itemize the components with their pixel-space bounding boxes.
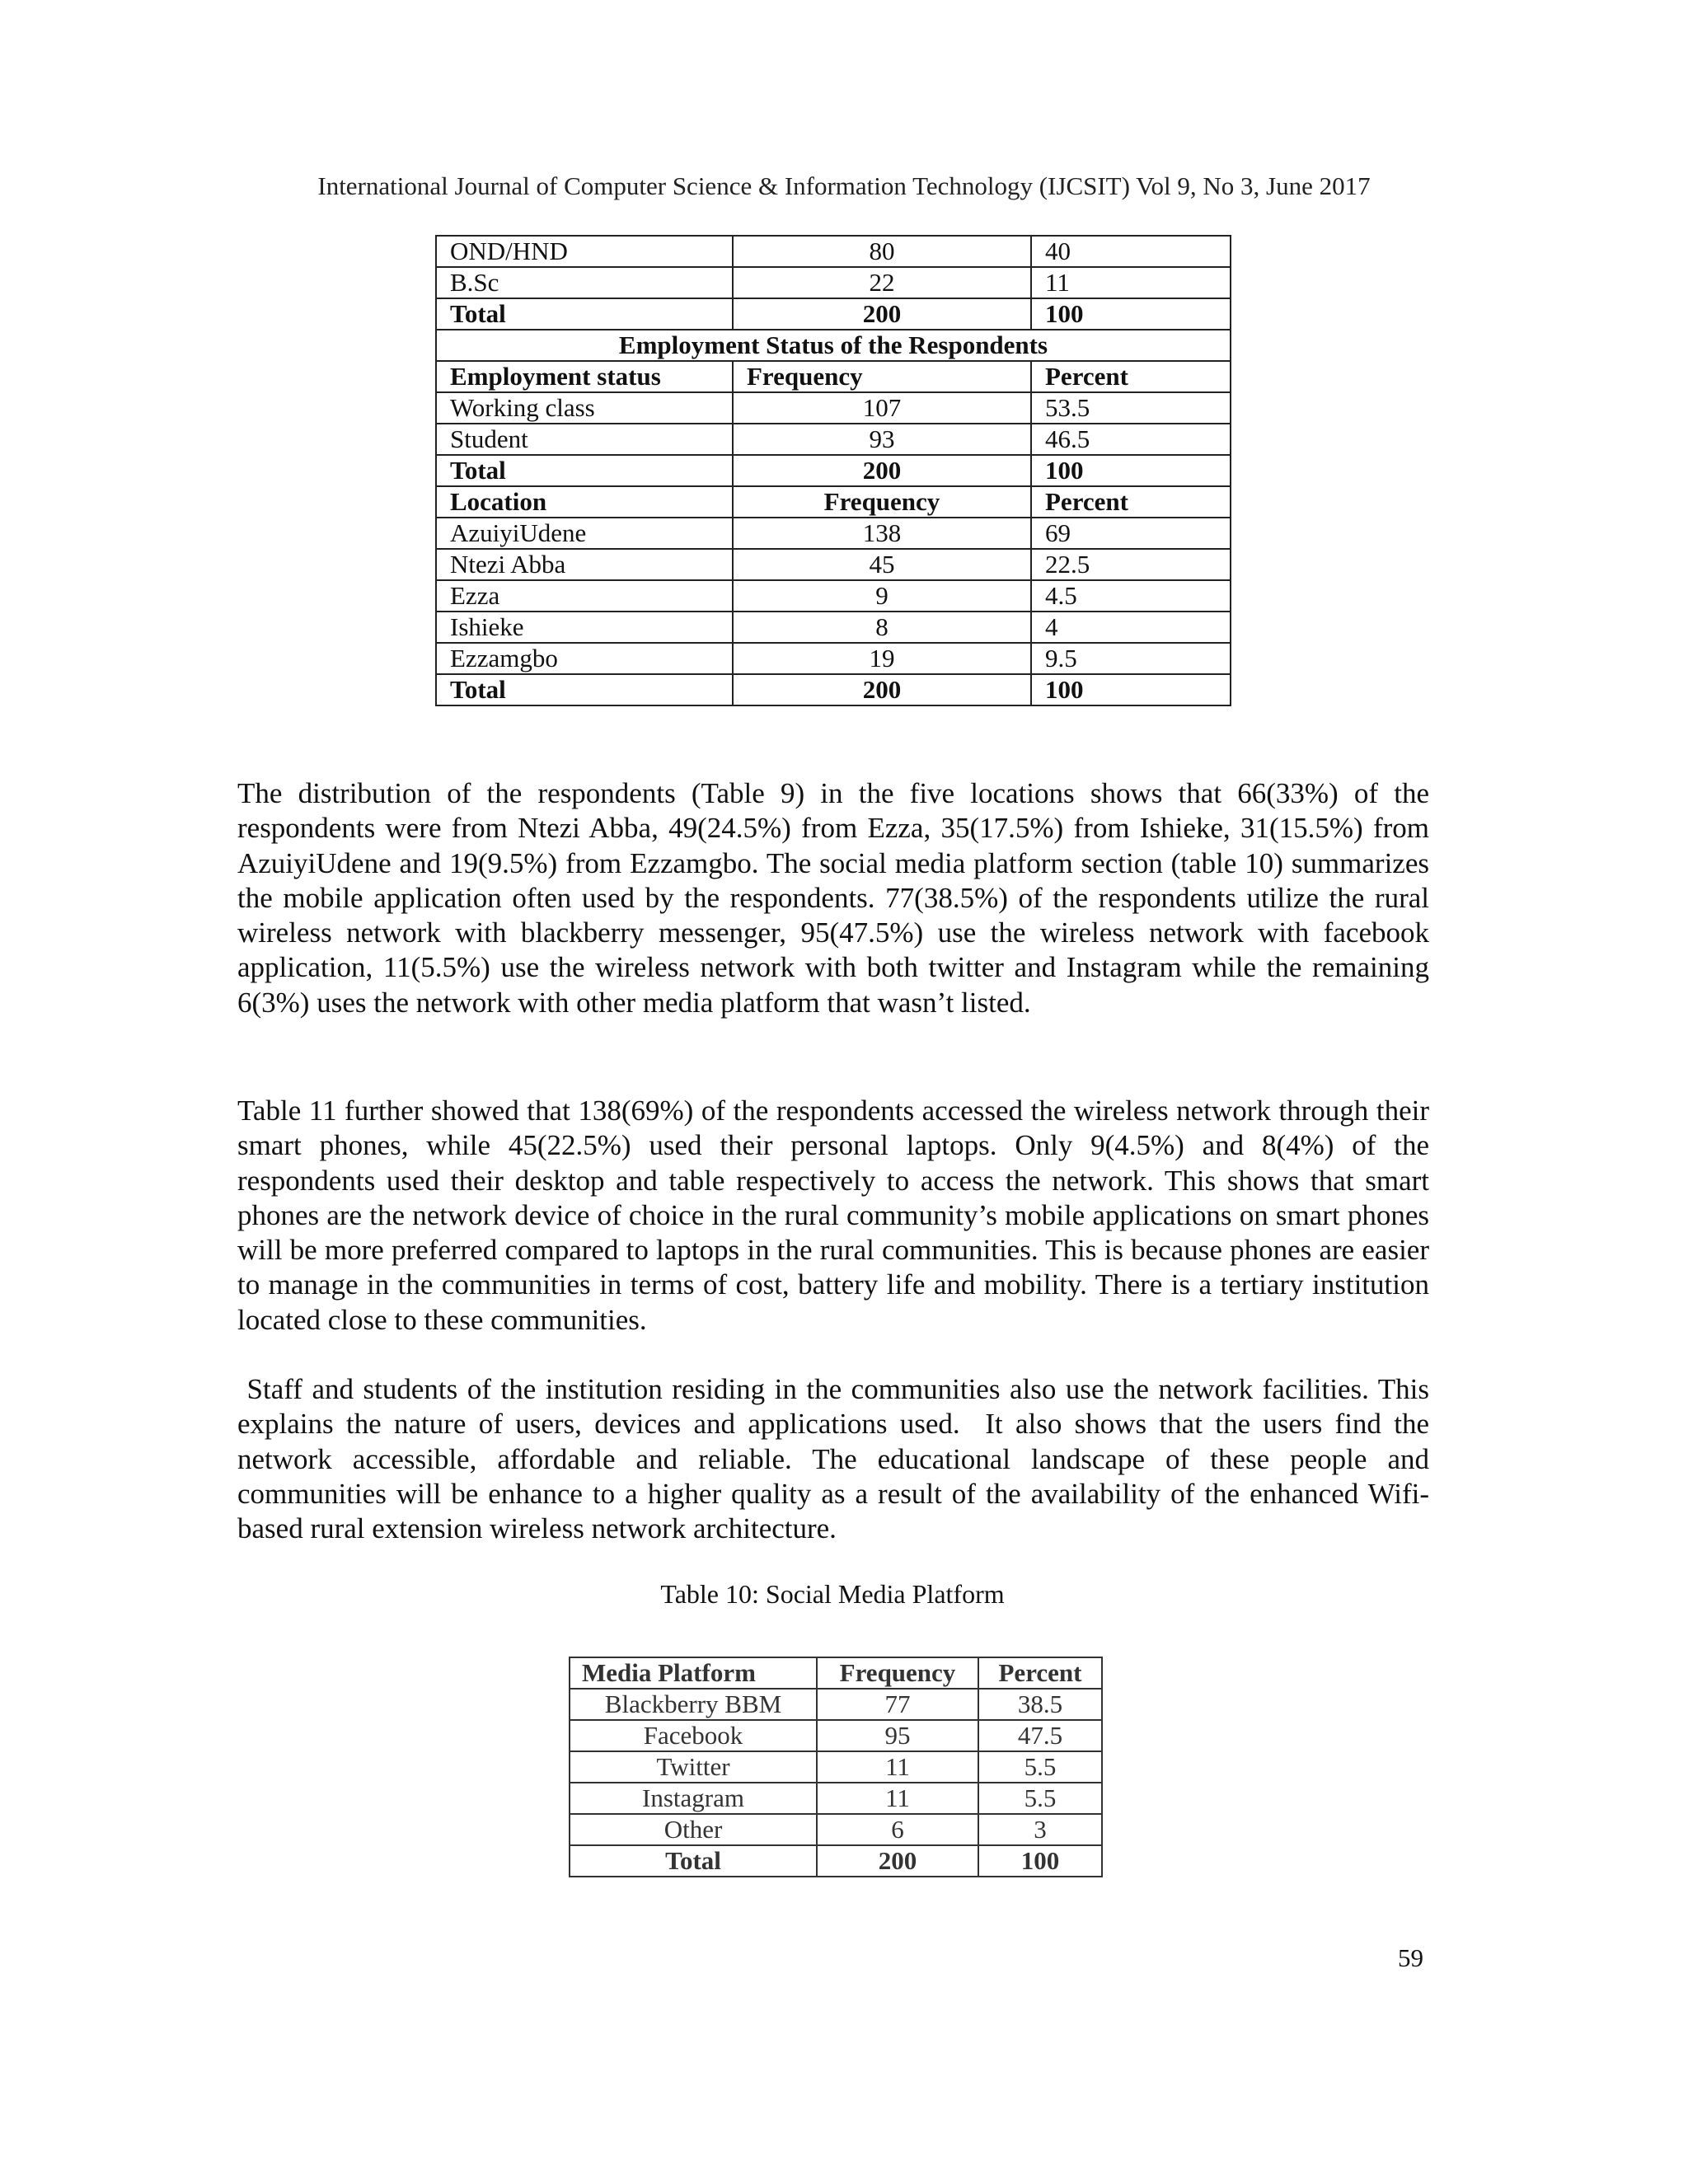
total-label: Total <box>436 674 733 705</box>
table-row <box>436 549 1231 580</box>
column-header: Location <box>436 486 733 518</box>
body-paragraph: Table 11 further showed that 138(69%) of the respondents accessed the wireless network through their smart phones, while 45(22.5%) used their personal laptops. Only 9(4.5%) and 8(4%) of the respondents used their desktop and table respectively to access the network. This shows that smart phones are the network device of choice in the rural community’s mobile applications on smart phones will be more preferred compared to laptops in the rural communities. This is because phones are easier to manage in the communities in terms of cost, battery life and mobility. There is a tertiary institution located close to these communities. <box>237 1094 1429 1336</box>
row-label: Working class <box>436 392 733 424</box>
row-label: B.Sc <box>436 267 733 298</box>
total-frequency: 200 <box>733 674 1031 705</box>
column-header: Frequency <box>733 486 1031 518</box>
platform-name: Facebook <box>570 1720 817 1751</box>
platform-frequency: 95 <box>817 1720 978 1751</box>
total-row <box>570 1845 1102 1877</box>
row-frequency: 9 <box>733 580 1031 612</box>
row-frequency: 8 <box>733 612 1031 643</box>
total-frequency: 200 <box>817 1845 978 1877</box>
section-title-row <box>436 330 1231 361</box>
table-row <box>436 518 1231 549</box>
column-header: Frequency <box>733 361 1031 392</box>
row-percent: 4 <box>1031 612 1231 643</box>
row-percent: 69 <box>1031 518 1231 549</box>
row-label: OND/HND <box>436 236 733 267</box>
table-caption: Table 10: Social Media Platform <box>660 1579 1005 1609</box>
total-label: Total <box>570 1845 817 1877</box>
table-row <box>570 1814 1102 1845</box>
platform-name: Blackberry BBM <box>570 1689 817 1720</box>
platform-frequency: 11 <box>817 1783 978 1814</box>
body-paragraph: The distribution of the respondents (Table 9) in the five locations shows that 66(33%) of the respondents were from Ntezi Abba, 49(24.5%) from Ezza, 35(17.5%) from Ishieke, 31(15.5%) from AzuiyiUdene and 19(9.5%) from Ezzamgbo. The social media platform section (table 10) summarizes the mobile application often used by the respondents. 77(38.5%) of the respondents utilize the rural wireless network with blackberry messenger, 95(47.5%) use the wireless network with facebook application, 11(5.5%) use the wireless network with both twitter and Instagram while the remaining 6(3%) uses the network with other media platform that wasn’t listed. <box>237 777 1429 1019</box>
body-paragraph: Staff and students of the institution residing in the communities also use the network facilities. This explains the nature of users, devices and applications used. It also shows that the users find the network accessible, affordable and reliable. The educational landscape of these people and communities will be enhance to a higher quality as a result of the availability of the enhanced Wifi-based rural extension wireless network architecture. <box>237 1373 1437 1545</box>
table-row <box>436 424 1231 455</box>
row-frequency: 93 <box>733 424 1031 455</box>
table-row <box>570 1720 1102 1751</box>
row-percent: 11 <box>1031 267 1231 298</box>
total-percent: 100 <box>978 1845 1102 1877</box>
location-header-row <box>436 486 1231 518</box>
table-row <box>570 1751 1102 1783</box>
row-frequency: 22 <box>733 267 1031 298</box>
total-row <box>436 298 1231 330</box>
total-frequency: 200 <box>733 298 1031 330</box>
platform-frequency: 77 <box>817 1689 978 1720</box>
platform-percent: 3 <box>978 1814 1102 1845</box>
employment-section-title: Employment Status of the Respondents <box>436 330 1231 361</box>
table-row <box>436 643 1231 674</box>
platform-percent: 38.5 <box>978 1689 1102 1720</box>
total-percent: 100 <box>1031 674 1231 705</box>
platform-percent: 5.5 <box>978 1783 1102 1814</box>
row-frequency: 138 <box>733 518 1031 549</box>
total-frequency: 200 <box>733 455 1031 486</box>
row-label: Ezzamgbo <box>436 643 733 674</box>
table-row <box>436 392 1231 424</box>
row-label: AzuiyiUdene <box>436 518 733 549</box>
platform-name: Instagram <box>570 1783 817 1814</box>
table-row <box>436 267 1231 298</box>
employment-header-row <box>436 361 1231 392</box>
row-frequency: 80 <box>733 236 1031 267</box>
row-label: Ezza <box>436 580 733 612</box>
row-label: Student <box>436 424 733 455</box>
social-media-table <box>569 1657 1103 1877</box>
platform-name: Twitter <box>570 1751 817 1783</box>
row-percent: 40 <box>1031 236 1231 267</box>
row-percent: 46.5 <box>1031 424 1231 455</box>
journal-header: International Journal of Computer Science & Information Technology (IJCSIT) Vol 9, No 3, June 2017 <box>317 171 1371 200</box>
table-row <box>436 612 1231 643</box>
table-header-row <box>570 1657 1102 1689</box>
platform-frequency: 6 <box>817 1814 978 1845</box>
row-percent: 53.5 <box>1031 392 1231 424</box>
row-frequency: 45 <box>733 549 1031 580</box>
column-header: Percent <box>1031 361 1231 392</box>
total-percent: 100 <box>1031 298 1231 330</box>
platform-name: Other <box>570 1814 817 1845</box>
row-percent: 4.5 <box>1031 580 1231 612</box>
total-label: Total <box>436 455 733 486</box>
row-percent: 9.5 <box>1031 643 1231 674</box>
row-frequency: 19 <box>733 643 1031 674</box>
total-row <box>436 674 1231 705</box>
row-label: Ntezi Abba <box>436 549 733 580</box>
column-header: Percent <box>1031 486 1231 518</box>
row-frequency: 107 <box>733 392 1031 424</box>
row-percent: 22.5 <box>1031 549 1231 580</box>
table-row <box>570 1783 1102 1814</box>
page-number: 59 <box>1398 1943 1423 1972</box>
table-row <box>436 236 1231 267</box>
column-header: Media Platform <box>570 1657 817 1689</box>
demographics-table <box>435 235 1231 706</box>
row-label: Ishieke <box>436 612 733 643</box>
column-header: Frequency <box>817 1657 978 1689</box>
platform-percent: 47.5 <box>978 1720 1102 1751</box>
platform-percent: 5.5 <box>978 1751 1102 1783</box>
column-header: Percent <box>978 1657 1102 1689</box>
table-row <box>436 580 1231 612</box>
column-header: Employment status <box>436 361 733 392</box>
total-row <box>436 455 1231 486</box>
total-percent: 100 <box>1031 455 1231 486</box>
total-label: Total <box>436 298 733 330</box>
platform-frequency: 11 <box>817 1751 978 1783</box>
table-row <box>570 1689 1102 1720</box>
